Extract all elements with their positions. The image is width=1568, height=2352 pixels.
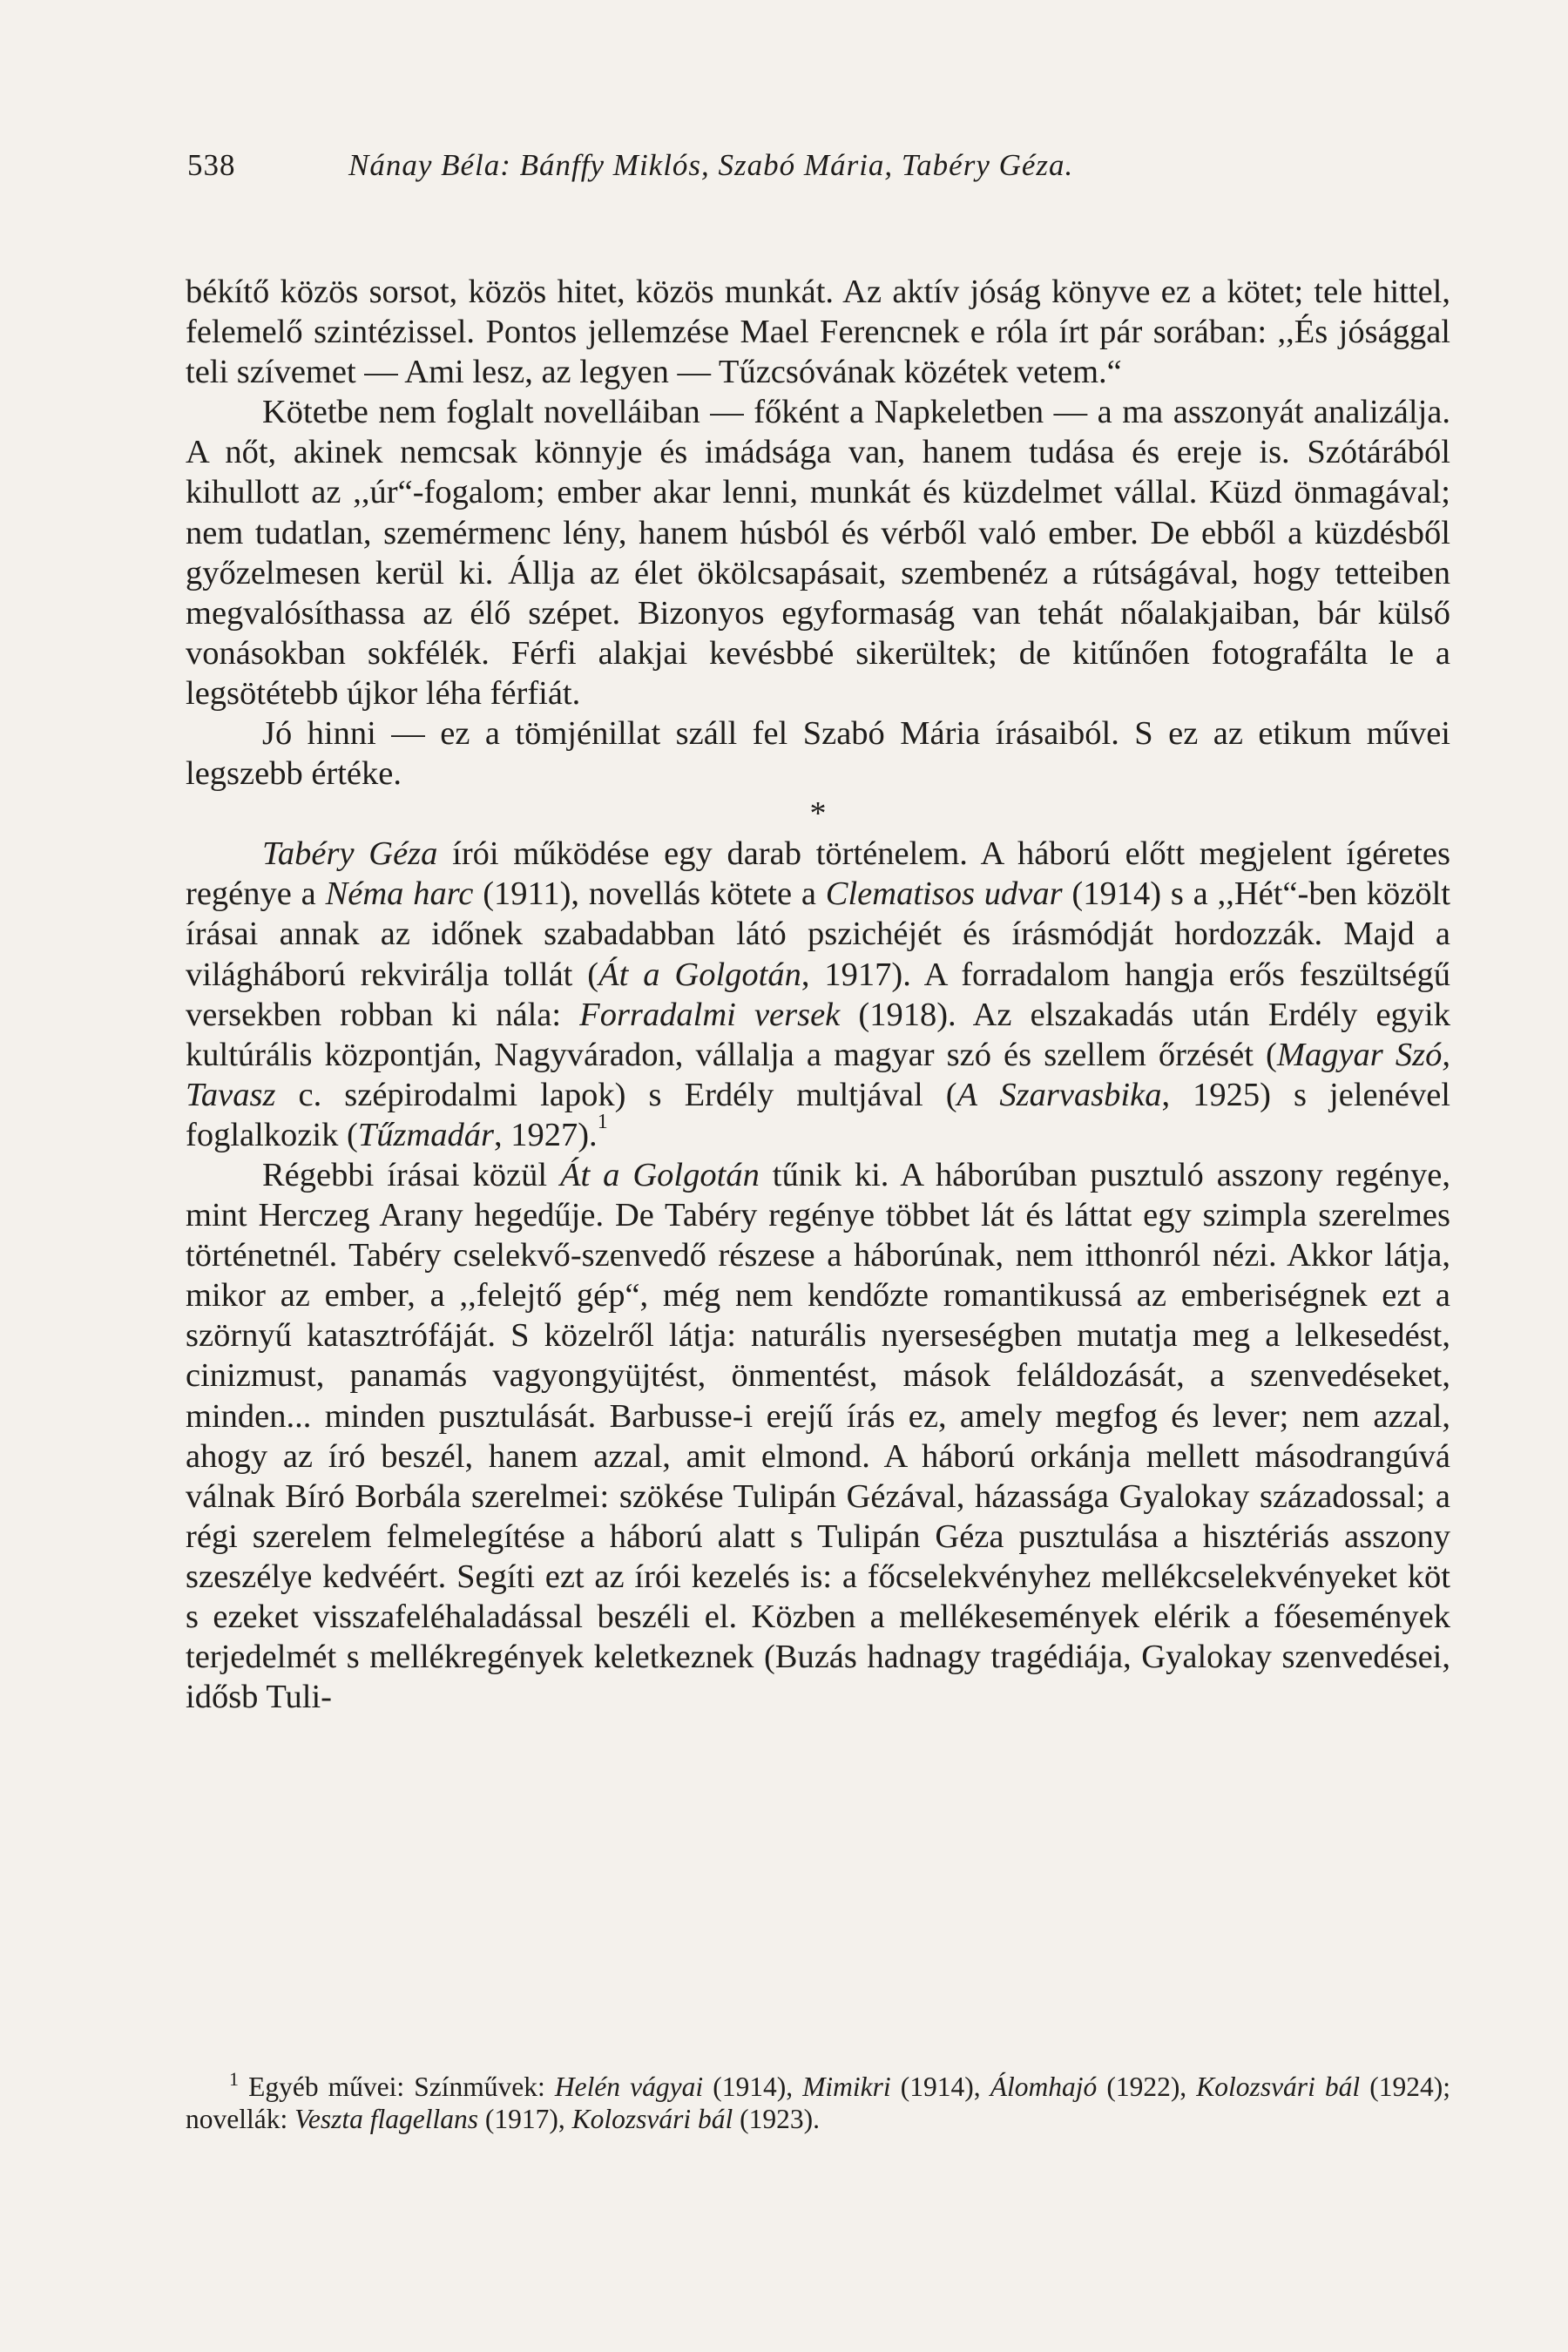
work-title: Veszta flagellans xyxy=(294,2103,478,2134)
work-title: Forradalmi versek xyxy=(579,996,841,1033)
work-title: Magyar Szó, Tavasz xyxy=(186,1036,1450,1113)
paragraph-4: Tabéry Géza írói működése egy darab történelem. A háború előtt megjelent ígéretes regénye a Néma harc (1911), novellás kötete a Clematisos udvar (1914) s a ,,Hét“-ben közölt írásai annak az időnek szabadabban látó pszichéjét és írásmódját hordozzák. Majd a világháború rekvirálja tollát (Át a Golgotán, 1917). A forradalom hangja erős feszültségű versekben robban ki nála: Forradalmi versek (1918). Az elszakadás után Erdély egyik kultúrális központján, Nagyváradon, vállalja a magyar szó és szellem őrzését (Magyar Szó, Tavasz c. szépirodalmi lapok) s Erdély multjával (A Szarvasbika, 1925) s jelenével foglalkozik (Tűzmadár, 1927).$^1$ xyxy=(186,835,1450,1153)
work-title: Néma harc xyxy=(325,875,474,913)
paragraph-5: Régebbi írásai közül Át a Golgotán tűnik ki. A háborúban pusztuló asszony regénye, mint Herczeg Arany hegedűje. De Tabéry regénye többet lát és láttat egy szimpla szerelmes történetnél. Tabéry cselekvő-szenvedő részese a háborúnak, nem itthonról nézi. Akkor látja, mikor az ember, a ,,felejtő gép“, még nem kendőzte romantikussá az emberiségnek ezt a szörnyű katasztrófáját. S közelről látja: naturális nyerseségben mutatja meg a lelkesedést, cinizmust, panamás vagyongyüjtést, önmentést, mások feláldozását, a szenvedéseket, minden... minden pusztulását. Barbusse-i erejű írás ez, amely megfog és lever; nem azzal, ahogy az író beszél, hanem azzal, amit elmond. A háború orkánja mellett másodrangúvá válnak Bíró Borbála szerelmei: szökése Tulipán Gézával, házassága Gyalokay századossal; a régi szerelem felmelegítése a háború alatt s Tulipán Géza pusztulása a hisztériás asszony szeszélye kedvéért. Segíti ezt az írói kezelés is: a főcselekvényhez mellékcselekvényeket köt s ezeket visszafeléhaladással beszéli el. Közben a mellékesemények elérik a főesemények terjedelmét s mellékregények keletkeznek (Buzás hadnagy tragédiája, Gyalokay szenvedései, idősb Tuli- xyxy=(186,1156,1450,1716)
section-separator: * xyxy=(809,795,827,833)
paragraph-3: Jó hinni — ez a tömjénillat száll fel Szabó Mária írásaiból. S ez az etikum művei legszebb értéke. xyxy=(186,715,1450,793)
footnote-number: 1 xyxy=(229,2068,239,2090)
page-number: 538 xyxy=(187,148,236,182)
work-title: Át a Golgotán xyxy=(560,1156,760,1193)
body-text xyxy=(186,272,1450,1717)
work-title: Mimikri xyxy=(802,2072,891,2102)
running-head-title: Nánay Béla: Bánffy Miklós, Szabó Mária, Tabéry Géza. xyxy=(348,148,1074,182)
paragraph-2: Kötetbe nem foglalt novelláiban — főként a Napkeletben — a ma asszonyát analizálja. A nőt, akinek nemcsak könnyje és imádsága van, hanem tudása és ereje is. Szótárából kihullott az ,,úr“-fogalom; ember akar lenni, munkát és küzdelmet vállal. Küzd önmagával; nem tudatlan, szemérmenc lény, hanem húsból és vérből való ember. De ebből a küzdésből győzelmesen kerül ki. Állja az élet ökölcsapásait, szembenéz a rútságával, hogy tetteiben megvalósíthassa az élő szépet. Bizonyos egyformaság van tehát nőalakjaiban, bár külső vonásokban sokfélék. Férfi alakjai kevésbbé sikerültek; de kitűnően fotografálta le a legsötétebb újkor léha férfiát. xyxy=(186,394,1450,712)
author-name: Tabéry Géza xyxy=(262,835,438,873)
running-head xyxy=(187,148,1442,183)
paragraph-1: békítő közös sorsot, közös hitet, közös munkát. Az aktív jóság könyve ez a kötet; tele hittel, felemelő szintézissel. Pontos jellemzése Mael Ferencnek e róla írt pár sorában: ,,És jósággal teli szívemet — Ami lesz, az legyen — Tűzcsóvának közétek vetem.“ xyxy=(186,274,1450,391)
footnote: $^1$ Egyéb művei: Színművek: Helén vágyai (1914), Mimikri (1914), Álomhajó (1922), Kolozsvári bál (1924); novellák: Veszta flagellans (1917), Kolozsvári bál (1923). xyxy=(186,2068,1451,2134)
work-title: Kolozsvári bál xyxy=(571,2103,733,2134)
work-title: Át a Golgotán xyxy=(598,956,801,993)
work-title: A Szarvasbika xyxy=(956,1076,1162,1113)
work-title: Clematisos udvar xyxy=(825,875,1063,913)
footnote-marker: 1 xyxy=(597,1110,608,1133)
work-title: Helén vágyai xyxy=(554,2072,704,2102)
work-title: Kolozsvári bál xyxy=(1196,2072,1361,2102)
work-title: Álomhajó xyxy=(990,2072,1098,2102)
work-title: Tűzmadár xyxy=(357,1116,494,1153)
